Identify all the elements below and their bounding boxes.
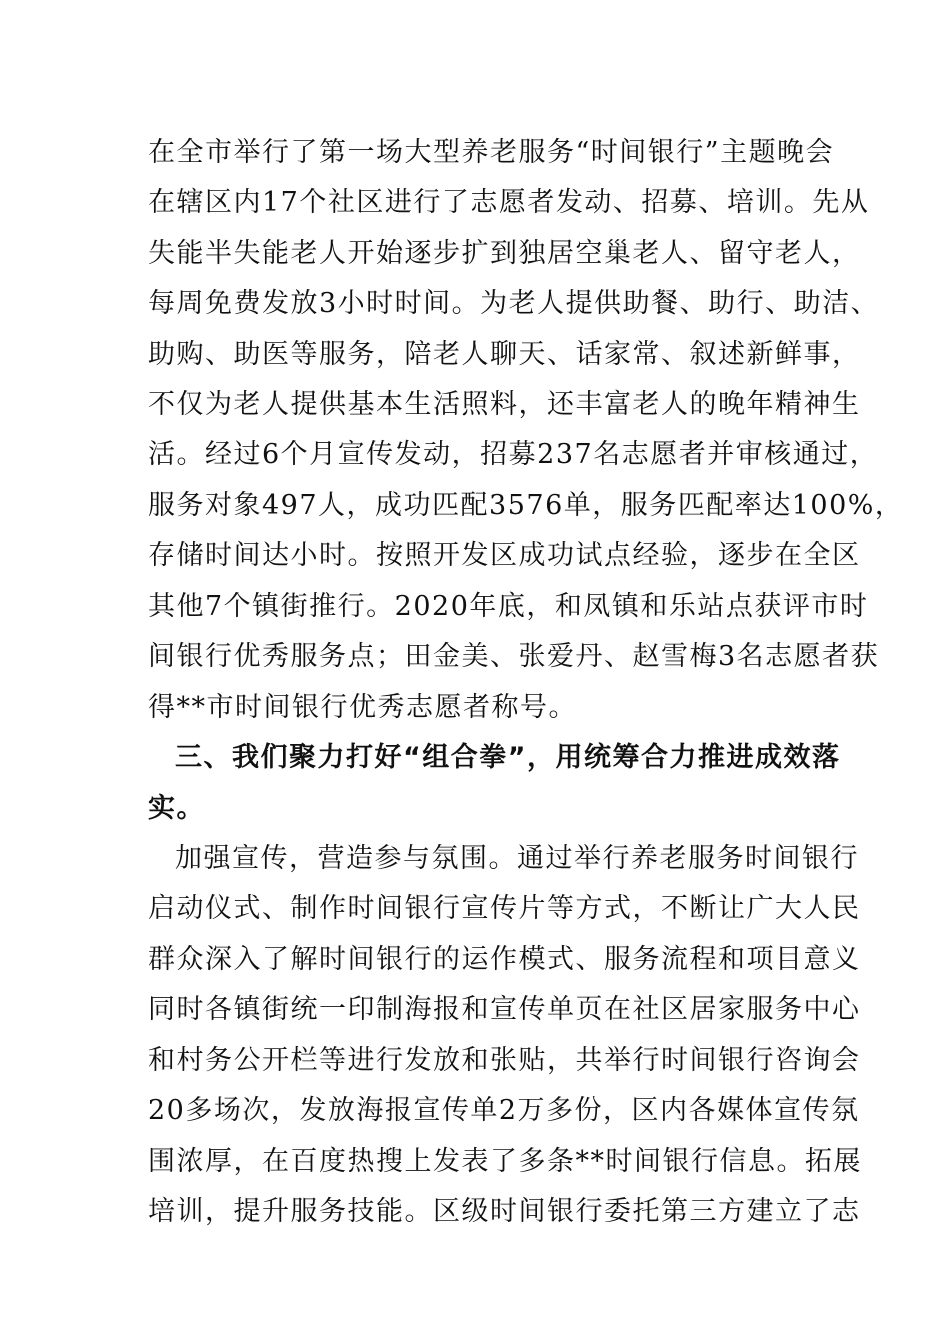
body-text-line: 助购、助医等服务，陪老人聊天、话家常、叙述新鲜事， [148, 339, 861, 370]
section-heading-continued: 实。 [148, 793, 205, 824]
body-text-line: 围浓厚，在百度热搜上发表了多条**时间银行信息。拓展 [148, 1146, 862, 1177]
body-text-line: 在辖区内17个社区进行了志愿者发动、招募、培训。先从 [148, 187, 870, 218]
body-text-line: 20多场次，发放海报宣传单2万多份，区内各媒体宣传氛 [148, 1095, 860, 1126]
body-text-line: 群众深入了解时间银行的运作模式、服务流程和项目意义 [148, 944, 861, 975]
section-heading: 三、我们聚力打好“组合拳”，用统筹合力推进成效落 [175, 742, 841, 773]
body-text-line: 加强宣传，营造参与氛围。通过举行养老服务时间银行 [175, 843, 859, 874]
body-text-line: 存储时间达小时。按照开发区成功试点经验，逐步在全区 [148, 540, 861, 571]
body-text-line: 其他7个镇街推行。2020年底，和凤镇和乐站点获评市时 [148, 591, 869, 622]
body-text-line: 得**市时间银行优秀志愿者称号。 [148, 692, 577, 723]
body-text-line: 服务对象497人，成功匹配3576单，服务匹配率达100%， [148, 490, 904, 521]
body-text-line: 间银行优秀服务点；田金美、张爱丹、赵雪梅3名志愿者获 [148, 641, 880, 672]
body-text-line: 启动仪式、制作时间银行宣传片等方式，不断让广大人民 [148, 893, 861, 924]
body-text-line: 同时各镇街统一印制海报和宣传单页在社区居家服务中心 [148, 994, 861, 1025]
body-text-line: 不仅为老人提供基本生活照料，还丰富老人的晚年精神生 [148, 389, 861, 420]
body-text-line: 在全市举行了第一场大型养老服务“时间银行”主题晚会 [148, 137, 835, 168]
body-text-line: 培训，提升服务技能。区级时间银行委托第三方建立了志 [148, 1196, 861, 1227]
body-text-line: 和村务公开栏等进行发放和张贴，共举行时间银行咨询会 [148, 1045, 861, 1076]
body-text-line: 每周免费发放3小时时间。为老人提供助餐、助行、助洁、 [148, 288, 880, 319]
body-text-line: 活。经过6个月宣传发动，招募237名志愿者并审核通过， [148, 439, 879, 470]
body-text-line: 失能半失能老人开始逐步扩到独居空巢老人、留守老人， [148, 238, 861, 269]
